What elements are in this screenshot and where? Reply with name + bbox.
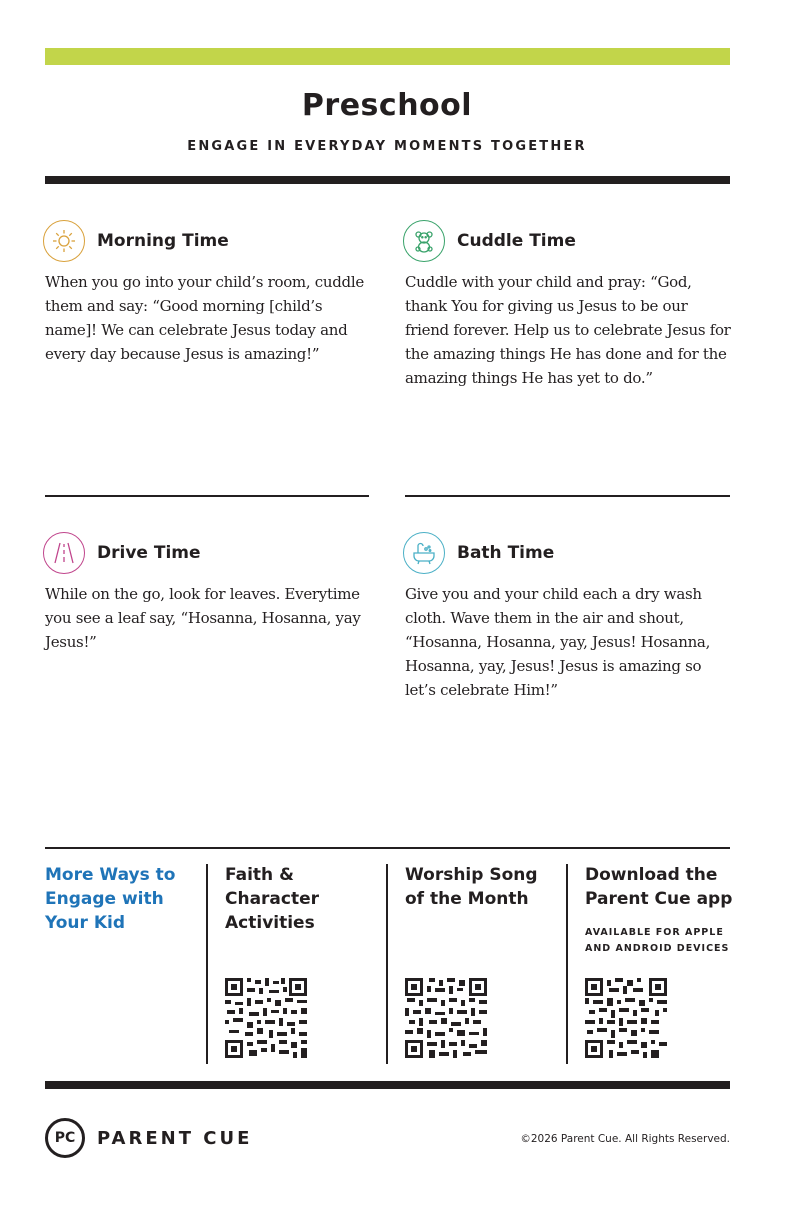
faith-activities-qr-code[interactable] — [225, 978, 307, 1058]
section-body: Cuddle with your child and pray: “God, thank You for giving us Jesus to be our friend forever. Help us to celebrate Jesus for the amazing things He has done and for the amazing things He has yet to do.” — [405, 273, 731, 387]
column-divider — [386, 864, 388, 1064]
copyright-notice: ©2026 Parent Cue. All Rights Reserved. — [520, 1133, 730, 1145]
teddy-bear-icon — [403, 220, 445, 262]
more-ways-heading: More Ways to Engage with Your Kid — [45, 865, 176, 933]
parent-cue-logo-mark-icon: PC — [45, 1118, 85, 1158]
section-body: While on the go, look for leaves. Everytime you see a leaf say, “Hosanna, Hosanna, yay Jesus!” — [45, 585, 361, 651]
section-title: Bath Time — [457, 543, 555, 563]
app-availability-note: AVAILABLE FOR APPLE AND ANDROID DEVICES — [585, 927, 730, 954]
section-cuddle-time — [403, 220, 576, 262]
worship-song-qr-code[interactable] — [405, 978, 487, 1058]
divider — [405, 495, 730, 497]
parent-cue-logo[interactable] — [45, 1118, 252, 1158]
worship-song-heading: Worship Song of the Month — [405, 865, 538, 909]
parent-cue-app-qr-code[interactable] — [585, 978, 667, 1058]
top-accent-bar — [45, 48, 730, 65]
section-title: Morning Time — [97, 231, 229, 251]
section-morning-time — [43, 220, 229, 262]
section-body: Give you and your child each a dry wash cloth. Wave them in the air and shout, “Hosanna, Hosanna, yay, Jesus! Hosanna, Hosanna, yay, Jesus! Jesus is amazing so let’s celebrate Him!” — [405, 585, 711, 699]
section-title: Drive Time — [97, 543, 201, 563]
section-title: Cuddle Time — [457, 231, 576, 251]
column-divider — [206, 864, 208, 1064]
section-drive-time — [43, 532, 201, 574]
section-body: When you go into your child’s room, cuddle them and say: “Good morning [child’s name]! We can celebrate Jesus today and every day because Jesus is amazing!” — [45, 273, 364, 363]
column-divider — [566, 864, 568, 1064]
page-subtitle: ENGAGE IN EVERYDAY MOMENTS TOGETHER — [187, 139, 587, 154]
footer-divider — [45, 1081, 730, 1089]
page-title: Preschool — [301, 88, 473, 123]
divider — [45, 495, 369, 497]
road-icon — [43, 532, 85, 574]
download-app-heading: Download the Parent Cue app — [585, 865, 733, 909]
sun-icon — [43, 220, 85, 262]
header-divider — [45, 176, 730, 184]
footer-top-rule — [45, 847, 730, 849]
faith-activities-heading: Faith & Character Activities — [225, 865, 320, 933]
bathtub-icon — [403, 532, 445, 574]
brand-name: PARENT CUE — [97, 1127, 253, 1149]
section-bath-time — [403, 532, 554, 574]
